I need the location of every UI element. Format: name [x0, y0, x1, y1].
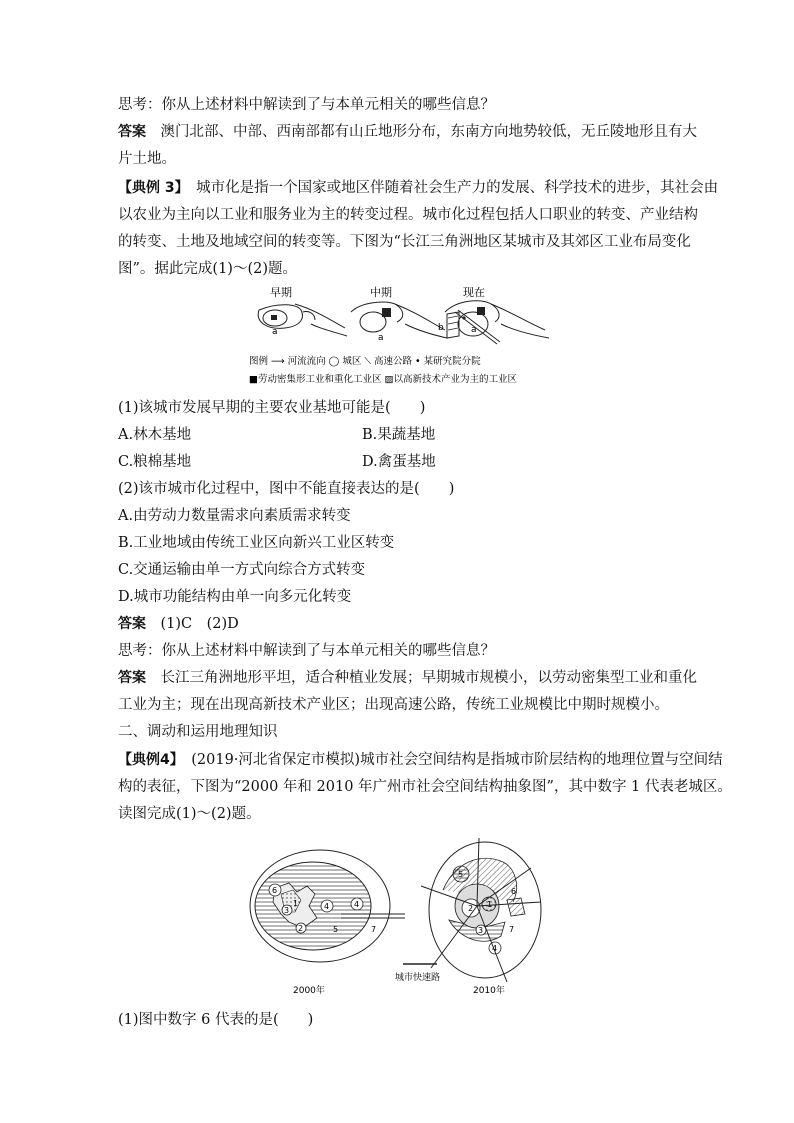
industry-layout-figure [245, 282, 555, 390]
ex3-think-question: 思考：你从上述材料中解读到了与本单元相关的哪些信息？ [118, 643, 495, 659]
example-3-tag: 【典例 3】 [118, 180, 182, 196]
city-label-a-early: a [272, 327, 278, 337]
map2010-number-5: 5 [458, 870, 464, 879]
ex3-q1-options-row1 [118, 425, 436, 445]
map2000-number-6: 6 [272, 886, 278, 895]
section-2-title: 二、调动和运用地理知识 [118, 724, 278, 740]
ex3-think-answer-line1: 答案 长江三角洲地形平坦，适合种植业发展；早期城市规模小，以劳动密集型工业和重化 [118, 670, 697, 686]
ex3-q2-option-b: B.工业地域由传统工业区向新兴工业区转变 [118, 535, 395, 551]
example-4-para-line2: 构的表征，下图为“2000 年和 2010 年广州市社会空间结构抽象图”，其中数字 1 代表老城区。 [118, 779, 732, 795]
map2000-number-1: 1 [293, 899, 299, 908]
ex3-q1-option-c: C.粮棉基地 [118, 454, 192, 470]
ex3-question-1: (1)该城市发展早期的主要农业基地可能是( ) [118, 400, 426, 416]
ex3-q1-options-row2 [118, 452, 436, 472]
ex3-q2-option-d: D.城市功能结构由单一向多元化转变 [118, 589, 352, 605]
year-2010-label: 2010年 [473, 986, 505, 996]
example-3-para-line3: 的转变、土地及地域空间的转变等。下图为“长江三角洲地区某城市及其郊区工业布局变化 [118, 234, 691, 250]
ex4-question-1: (1)图中数字 6 代表的是( ) [118, 1012, 314, 1028]
answer-label: 答案 [118, 124, 146, 140]
ex3-q1-option-b: B.果蔬基地 [362, 427, 436, 443]
map2010-number-3: 3 [478, 926, 484, 935]
map2000-number-4: 4 [324, 902, 330, 911]
ex3-q1-option-d: D.禽蛋基地 [362, 454, 436, 470]
map2010-number-6: 6 [511, 887, 517, 896]
example-4-para-line3: 读图完成(1)～(2)题。 [118, 806, 261, 822]
map2010-number-7: 7 [509, 925, 515, 934]
map2000-number-3: 3 [284, 906, 290, 915]
answer-1-line1: 答案 澳门北部、中部、西南部都有山丘地形分布，东南方向地势较低，无丘陵地形且有大 [118, 124, 697, 140]
answer-1-line2: 片土地。 [118, 151, 176, 167]
example-4-tag: 【典例4】 [118, 752, 177, 768]
example-4-para-line1: 【典例4】 (2019·河北省保定市模拟)城市社会空间结构是指城市阶层结构的地理位置与空间结 [118, 752, 723, 768]
figure-legend-line1: 图例 ⟶ 河流流向 ◯ 城区 ⟍ 高速公路 • 某研究院分院 [249, 356, 481, 367]
stage-mid-label: 中期 [370, 286, 392, 299]
ex3-question-2: (2)该市城市化过程中，图中不能直接表达的是( ) [118, 481, 455, 497]
stage-now-label: 现在 [463, 286, 485, 299]
map2000-number-7: 7 [371, 925, 377, 934]
example-3-para-line2: 以农业为主向以工业和服务业为主的转变过程。城市化过程包括人口职业的转变、产业结构 [118, 207, 698, 223]
map2000-number-2: 2 [298, 924, 304, 933]
map2000-number-4b: 4 [354, 900, 360, 909]
expressway-legend-label: 城市快速路 [395, 973, 441, 983]
city-label-a-mid: a [378, 333, 384, 343]
map2010-number-4: 4 [492, 944, 498, 953]
ex3-q2-option-a: A.由劳动力数量需求向素质需求转变 [118, 508, 351, 524]
example-3-para-line4: 图”。据此完成(1)～(2)题。 [118, 261, 297, 277]
think-question-1: 思考：你从上述材料中解读到了与本单元相关的哪些信息？ [118, 97, 495, 113]
map2000-number-5: 5 [333, 925, 339, 934]
answer-label: 答案 [118, 616, 146, 632]
ex3-q2-option-c: C.交通运输由单一方式向综合方式转变 [118, 562, 366, 578]
map2010-number-2: 2 [468, 904, 474, 913]
ex3-think-answer-line2: 工业为主；现在出现高新技术产业区；出现高速公路，传统工业规模比中期时规模小。 [118, 697, 669, 713]
industrial-zone-label-b: b [438, 323, 444, 333]
answer-label: 答案 [118, 670, 146, 686]
stage-early-label: 早期 [270, 286, 292, 299]
figure-legend-line2: ■劳动密集形工业和重化工业区 ▨以高新技术产业为主的工业区 [249, 374, 517, 385]
ex3-answer: 答案 (1)C (2)D [118, 616, 239, 632]
example-3-para-line1: 【典例 3】 城市化是指一个国家或地区伴随着社会生产力的发展、科学技术的进步，其社会由 [118, 180, 719, 196]
year-2000-label: 2000年 [293, 986, 325, 996]
map2010-number-1: 1 [487, 900, 493, 909]
city-label-a-now: a [471, 325, 477, 335]
guangzhou-structure-figure [245, 828, 555, 1000]
ex3-q1-option-a: A.林木基地 [118, 427, 192, 443]
